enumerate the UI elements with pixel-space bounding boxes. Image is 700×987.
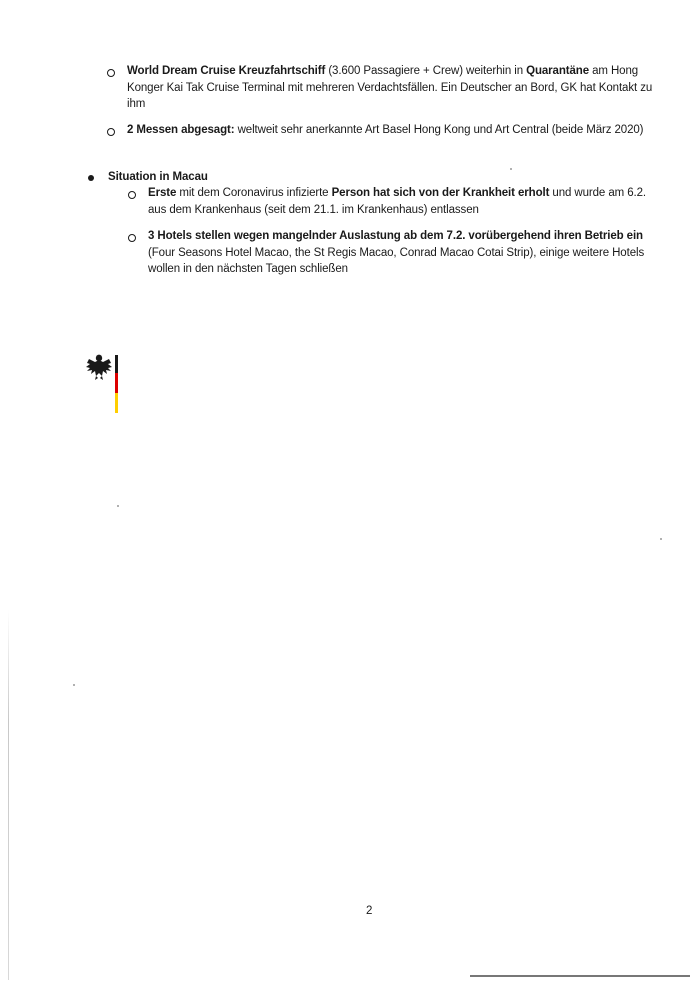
sub-bullet-marker [128,234,136,242]
scan-speck [117,505,119,507]
federal-eagle-icon [86,352,112,382]
list-item-messen [127,122,667,139]
list-item-hotels [148,228,658,278]
text: (3.600 Passagiere + Crew) weiterhin in [325,65,527,77]
scan-speck [660,538,662,540]
list-item-world-dream [127,63,657,113]
scan-edge-bottom [470,975,690,977]
bold-text: Erste [148,187,177,199]
text: weltweit sehr anerkannte Art Basel Hong Kong und Art Central (beide März 2020) [234,124,644,136]
text: mit dem Coronavirus infizierte [176,187,332,199]
bold-text: Quarantäne [526,65,590,77]
list-item-erste-person [148,185,653,218]
flag-stripe-red [115,373,118,393]
scan-edge-left [8,610,9,980]
sub-bullet-marker [107,128,115,136]
bold-text: Person hat sich von der Krankheit erholt [331,187,550,199]
section-heading-macau: Situation in Macau [108,171,208,183]
scan-speck [510,168,512,170]
bold-text: 3 Hotels stellen wegen mangelnder Auslastung ab dem 7.2. vorübergehend ihren Betrieb ein [148,230,643,242]
text: am Hong Konger Kai Tak Cruise Terminal mit mehreren Verdachtsfällen. Ein Deutscher an Bord, GK hat Kontakt zu ihm [127,65,653,110]
bold-text: World Dream Cruise Kreuzfahrtschiff [127,65,326,77]
flag-stripe-black [115,355,118,373]
scan-speck [73,684,75,686]
bold-text: 2 Messen abgesagt: [127,124,235,136]
sub-bullet-marker [128,191,136,199]
sub-bullet-marker [107,69,115,77]
text: und wurde am 6.2. aus dem Krankenhaus (seit dem 21.1. im Krankenhaus) entlassen [148,187,646,216]
page-number: 2 [366,905,373,917]
flag-stripe-gold [115,393,118,413]
text: (Four Seasons Hotel Macao, the St Regis Macao, Conrad Macao Cotai Strip), einige weitere Hotels wollen in den nächsten Tagen schließen [148,246,645,275]
bullet-marker [88,175,94,181]
